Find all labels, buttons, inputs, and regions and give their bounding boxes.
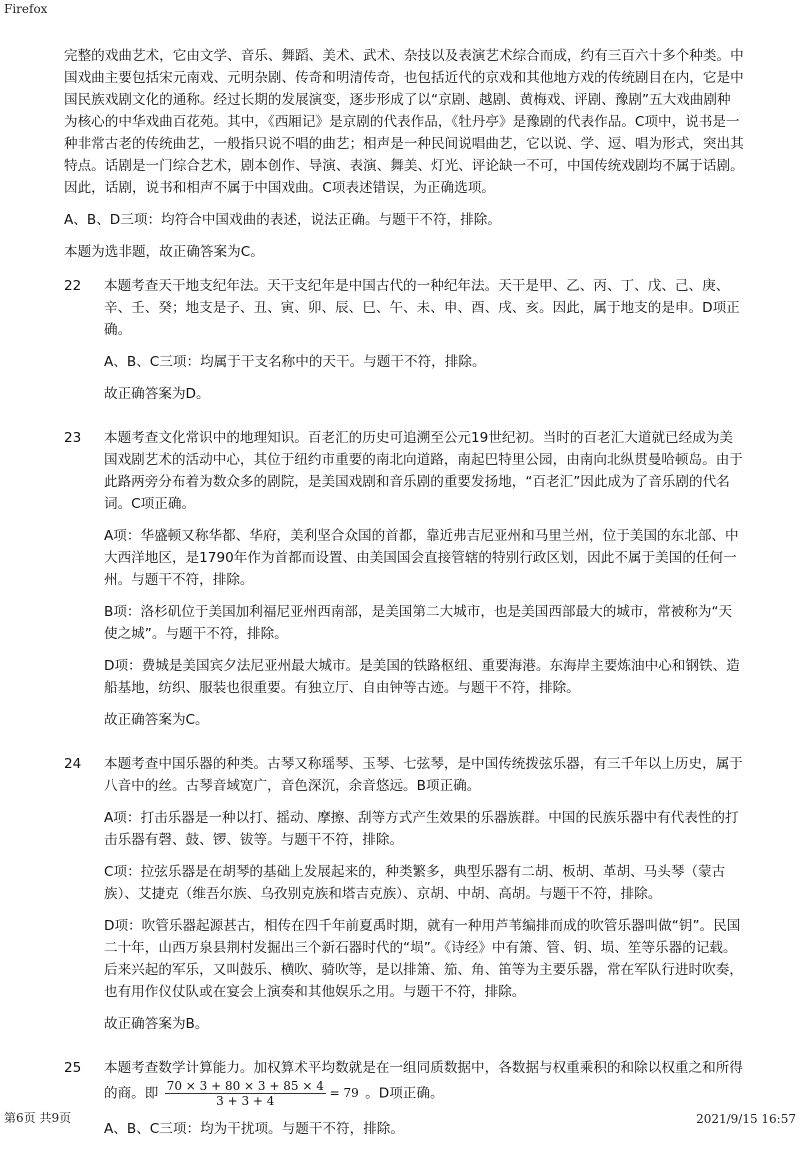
question-22	[64, 275, 744, 415]
weighted-mean-formula	[165, 1079, 359, 1108]
intro-paragraph: 完整的戏曲艺术，它由文学、音乐、舞蹈、美术、武术、杂技以及表演艺术综合而成，约有三百六十多个种类。中国戏曲主要包括宋元南戏、元明杂剧、传奇和明清传奇，也包括近代的京戏和其他地方戏的传统剧目在内，它是中国民族戏剧文化的通称。经过长期的发展演变，逐步形成了以“京剧、越剧、黄梅戏、评剧、豫剧”五大戏曲剧种为核心的中华戏曲百花苑。其中，《西厢记》是京剧的代表作品，《牡丹亭》是豫剧的代表作品。C项中，说书是一种非常古老的传统曲艺，一般指只说不唱的曲艺；相声是一种民间说唱曲艺，它以说、学、逗、唱为形式，突出其特点。话剧是一门综合艺术，剧本创作、导演、表演、舞美、灯光、评论缺一不可，中国传统戏剧均不属于话剧。因此，话剧，说书和相声不属于中国戏曲。C项表述错误，为正确选项。	[64, 48, 744, 196]
paragraph: B项：洛杉矶位于美国加利福尼亚州西南部，是美国第二大城市，也是美国西部最大的城市，常被称为“天使之城”。与题干不符，排除。	[104, 604, 733, 642]
page-counter: 第6页 共9页	[4, 1111, 72, 1125]
paragraph: 本题考查文化常识中的地理知识。百老汇的历史可追溯至公元19世纪初。当时的百老汇大道就已经成为美国戏剧艺术的活动中心，其位于纽约市重要的南北向道路，南起巴特里公园，由南向北纵贯曼哈顿岛。由于此路两旁分布着为数众多的剧院，是美国戏剧和音乐剧的重要发扬地，“百老汇”因此成为了音乐剧的代名词。C项正确。	[104, 430, 743, 512]
text-before-formula: 本题考查数学计算能力。加权算术平均数就是在一组同质数据中，各数据与权重乘积的和除以权重之和所得的商。即	[104, 1060, 743, 1102]
question-24	[64, 753, 744, 1045]
paragraph: D项：吹管乐器起源甚古，相传在四千年前夏禹时期，就有一种用芦苇编排而成的吹管乐器叫做“钥”。民国二十年，山西万泉县荆村发掘出三个新石器时代的“埙”。《诗经》中有箫、管、钥、埙、笙等乐器的记载。后来兴起的军乐，又叫鼓乐、横吹、骑吹等，是以排箫、笳、角、笛等为主要乐器，常在军队行进时吹奏，也有用作仪仗队或在宴会上演奏和其他娱乐之用。与题干不符，排除。	[104, 918, 743, 1000]
intro-section	[64, 45, 744, 263]
formula-result: = 79	[329, 1086, 359, 1100]
formula-denominator: 3 + 3 + 4	[216, 1094, 275, 1108]
paragraph: 故正确答案为D。	[104, 386, 210, 402]
fraction	[165, 1079, 326, 1108]
intro-paragraph: 本题为选非题，故正确答案为C。	[64, 244, 264, 260]
paragraph: 本题考查天干地支纪年法。天干支纪年是中国古代的一种纪年法。天干是甲、乙、丙、丁、戊、己、庚、辛、壬、癸；地支是子、丑、寅、卯、辰、巳、午、未、申、酉、戌、亥。因此，属于地支的是申。D项正确。	[104, 278, 740, 338]
text-after-formula: 。D项正确。	[365, 1085, 444, 1102]
paragraph: 本题考查中国乐器的种类。古琴又称瑶琴、玉琴、七弦琴，是中国传统拨弦乐器，有三千年以上历史，属于八音中的丝。古琴音域宽广，音色深沉，余音悠远。B项正确。	[104, 756, 743, 794]
browser-title: Firefox	[4, 2, 48, 16]
question-number: 22	[64, 278, 82, 294]
question-number: 24	[64, 756, 82, 772]
paragraph: 故正确答案为C。	[104, 712, 209, 728]
question-body	[104, 753, 744, 1045]
paragraph: 故正确答案为B。	[104, 1016, 209, 1032]
question-body	[104, 275, 744, 415]
question-body	[104, 1057, 744, 1150]
paragraph: A、B、C三项：均属于干支名称中的天干。与题干不符，排除。	[104, 354, 486, 370]
paragraph: C项：拉弦乐器是在胡琴的基础上发展起来的，种类繁多，典型乐器有二胡、板胡、革胡、马头琴（蒙古族）、艾捷克（维吾尔族、乌孜别克族和塔吉克族）、京胡、中胡、高胡。与题干不符，排除。	[104, 864, 726, 902]
formula-numerator: 70 × 3 + 80 × 3 + 85 × 4	[166, 1079, 324, 1093]
print-datetime: 2021/9/15 16:57	[696, 1112, 796, 1126]
question-body	[104, 427, 744, 741]
intro-paragraph: A、B、D三项：均符合中国戏曲的表述，说法正确。与题干不符，排除。	[64, 212, 501, 228]
paragraph: A项：打击乐器是一种以打、摇动、摩擦、刮等方式产生效果的乐器族群。中国的民族乐器中有代表性的打击乐器有磬、鼓、锣、钹等。与题干不符，排除。	[104, 810, 739, 848]
question-23	[64, 427, 744, 741]
question-number: 25	[64, 1060, 82, 1076]
paragraph: A项：华盛顿又称华都、华府，美利坚合众国的首都，靠近弗吉尼亚州和马里兰州，位于美国的东北部、中大西洋地区，是1790年作为首都而设置、由美国国会直接管辖的特别行政区划，因此不属于美国的任何一州。与题干不符，排除。	[104, 528, 739, 588]
paragraph: A、B、C三项：均为干扰项。与题干不符，排除。	[104, 1121, 404, 1137]
question-25	[64, 1057, 744, 1150]
question-number: 23	[64, 430, 82, 446]
paragraph: D项：费城是美国宾夕法尼亚州最大城市。是美国的铁路枢纽、重要海港。东海岸主要炼油中心和钢铁、造船基地，纺织、服装也很重要。有独立厅、自由钟等古迹。与题干不符，排除。	[104, 658, 740, 696]
paragraph-with-formula	[104, 1057, 744, 1108]
document-content	[64, 45, 744, 1150]
